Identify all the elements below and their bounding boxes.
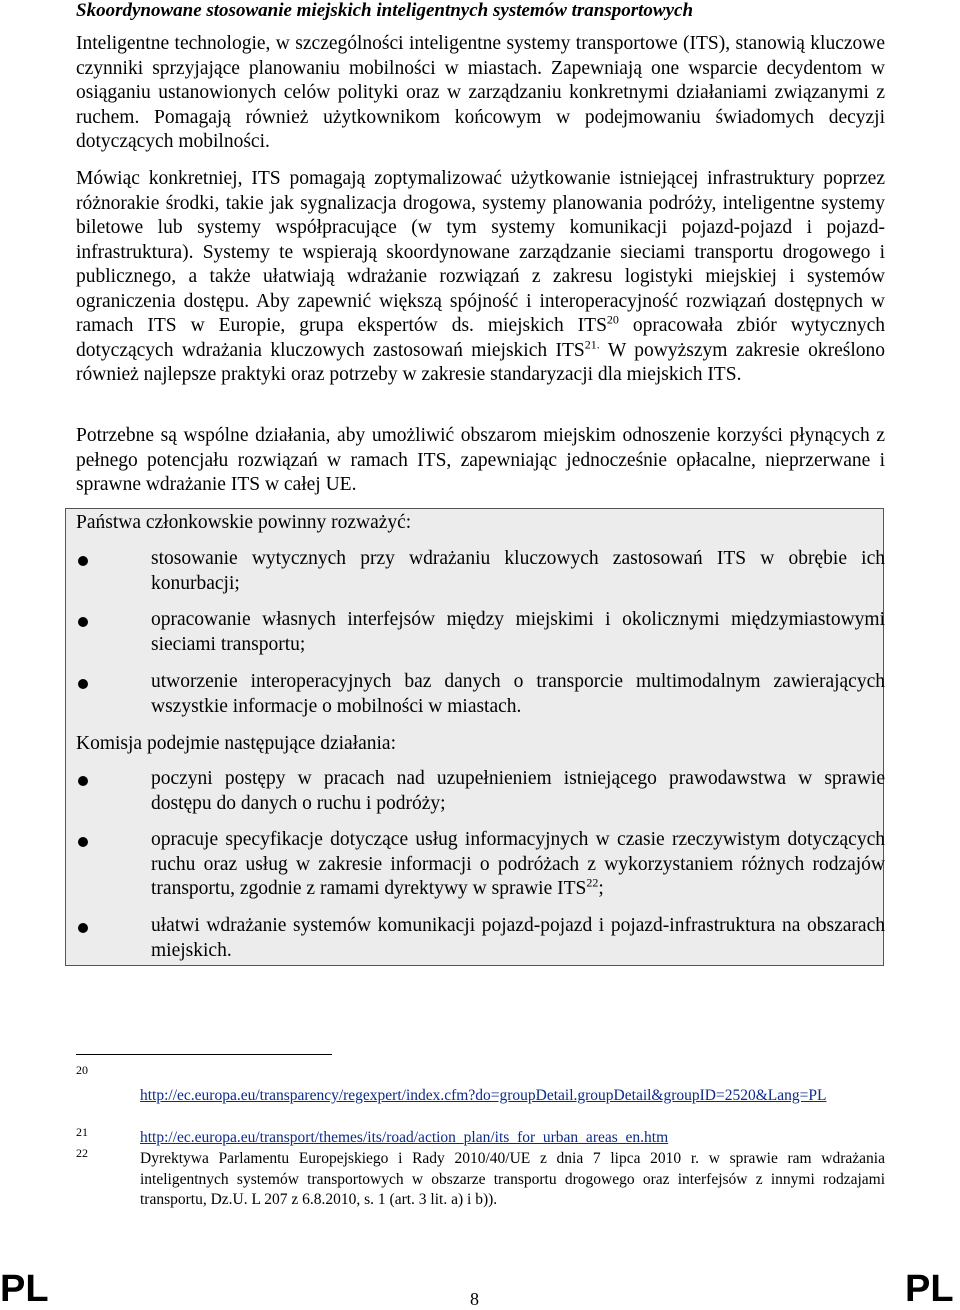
footnote-link-21[interactable]: http://ec.europa.eu/transport/themes/its/road/action_plan/its_for_urban_areas_en.htm xyxy=(140,1129,669,1146)
bullet-icon xyxy=(78,837,88,847)
paragraph-text: opracowała zbiór wytycznych dotyczących wdrażania kluczowych zastosowań miejskich ITS xyxy=(76,315,885,361)
footnote-21 xyxy=(140,1128,885,1149)
bullet-icon xyxy=(78,556,88,566)
page-number: 8 xyxy=(470,1289,479,1309)
footnote-20 xyxy=(140,1086,885,1107)
section-heading: Skoordynowane stosowanie miejskich inteligentnych systemów transportowych xyxy=(76,0,694,21)
footnote-link-20[interactable]: http://ec.europa.eu/transparency/regexpert/index.cfm?do=groupDetail.groupDetail&groupID=2520&Lang=PL xyxy=(140,1087,827,1104)
bullet-icon xyxy=(78,679,88,689)
footnote-divider xyxy=(76,1054,332,1055)
footer-language-left: PL xyxy=(0,1268,49,1310)
footnote-22: Dyrektywa Parlamentu Europejskiego i Rady 2010/40/UE z dnia 7 lipca 2010 r. w sprawie ram wdrażania inteligentnych systemów transportowych w obszarze transportu drogowego oraz interfejsów z innymi rodzajami transportu, Dz.U. L 207 z 6.8.2010, s. 1 (art. 3 lit. a) i b)). xyxy=(140,1150,885,1208)
list-item xyxy=(151,828,885,902)
footnote-number-20: 20 xyxy=(76,1063,88,1077)
footnote-ref-22[interactable]: 22 xyxy=(586,875,599,890)
list-item: stosowanie wytycznych przy wdrażaniu kluczowych zastosowań ITS w obrębie ich konurbacji; xyxy=(151,548,885,594)
list-item-text: opracuje specyfikacje dotyczące usług informacyjnych w czasie rzeczywistym dotyczących ruchu oraz usług w zakresie informacji o podróżach z wykorzystaniem różnych rodzajów transportu, zgodnie z ramami dyrektywy w sprawie ITS xyxy=(151,829,885,899)
footnote-ref-21[interactable]: 21. xyxy=(584,337,600,351)
paragraph-joint-action: Potrzebne są wspólne działania, aby umożliwić obszarom miejskim odnoszenie korzyści płynących z pełnego potencjału rozwiązań w ramach ITS, zapewniając jednocześnie opłacalne, nieprzerwane i sprawne wdrażanie ITS w całej UE. xyxy=(76,425,885,495)
paragraph-text: Mówiąc konkretniej, ITS pomagają zoptymalizować użytkowanie istniejącej infrastruktury poprzez różnorakie środki, takie jak sygnalizacja drogowa, systemy planowania podróży, inteligentne systemy biletowe lub systemy współpracujące (w tym systemy komunikacji pojazd-pojazd i pojazd-infrastruktura). Systemy te wspierają skoordynowane zarządzanie sieciami transportu drogowego i publicznego, a także ułatwiają wdrażanie rozwiązań z zakresu logistyki miejskiej i systemów ograniczenia dostępu. Aby zapewnić większą spójność i interoperacyjność rozwiązań dostępnych w ramach ITS w Europie, grupa ekspertów ds. miejskich ITS xyxy=(76,168,885,336)
paragraph-text: W powyższym zakresie określono również najlepsze praktyki oraz potrzeby w zakresie standaryzacji dla miejskich ITS. xyxy=(76,339,886,385)
list-item: ułatwi wdrażanie systemów komunikacji pojazd-pojazd i pojazd-infrastruktura na obszarach miejskich. xyxy=(151,915,885,961)
bullet-icon xyxy=(78,617,88,627)
footnote-ref-20[interactable]: 20 xyxy=(606,312,619,327)
footer-language-right: PL xyxy=(905,1268,954,1310)
list-item: opracowanie własnych interfejsów między miejskimi i okolicznymi międzymiastowymi sieciami transportu; xyxy=(151,609,885,655)
bullet-icon xyxy=(78,776,88,786)
member-states-heading: Państwa członkowskie powinny rozważyć: xyxy=(76,512,412,533)
list-item: poczyni postępy w pracach nad uzupełnieniem istniejącego prawodawstwa w sprawie dostępu do danych o ruchu i podróży; xyxy=(151,768,885,814)
footnote-number-21: 21 xyxy=(76,1125,88,1139)
paragraph-its-details xyxy=(76,167,885,388)
bullet-icon xyxy=(78,923,88,933)
paragraph-intro: Inteligentne technologie, w szczególności inteligentne systemy transportowe (ITS), stanowią kluczowe czynniki sprzyjające planowaniu mobilności w miastach. Zapewniają one wsparcie decydentom w osiąganiu ustanowionych celów polityki oraz w zarządzaniu konkretnymi działaniami związanymi z ruchem. Pomagają również użytkownikom końcowym w podejmowaniu świadomych decyzji dotyczących mobilności. xyxy=(76,33,885,152)
commission-heading: Komisja podejmie następujące działania: xyxy=(76,733,397,754)
footnote-number-22: 22 xyxy=(76,1146,88,1160)
list-item-punctuation: ; xyxy=(598,878,604,899)
list-item: utworzenie interoperacyjnych baz danych o transporcie multimodalnym zawierających wszystkie informacje o mobilności w miastach. xyxy=(151,671,885,717)
